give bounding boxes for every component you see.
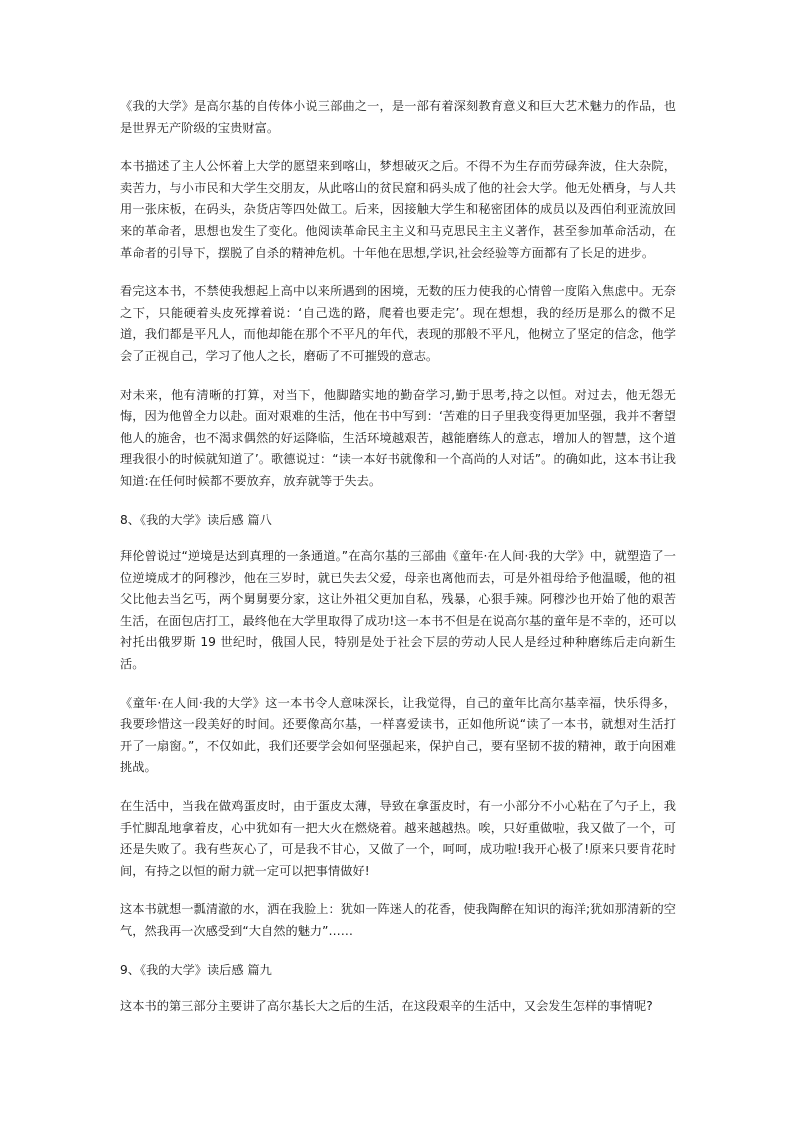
document-page (120, 96, 676, 1035)
paragraph-8-4: 这本书就想一瓢清澈的水，洒在我脸上：犹如一阵迷人的花香，使我陶醉在知识的海洋;犹如那清新的空气，然我再一次感受到“大自然的魅力”…… (120, 902, 676, 938)
paragraph-9-1: 这本书的第三部分主要讲了高尔基长大之后的生活，在这段艰辛的生活中，又会发生怎样的事情呢? (120, 999, 653, 1014)
section-heading-9: 9、《我的大学》读后感 篇九 (120, 962, 272, 977)
paragraph-8-3: 在生活中，当我在做鸡蛋皮时，由于蛋皮太薄，导致在拿蛋皮时，有一小部分不小心粘在了勺子上，我手忙脚乱地拿着皮，心中犹如有一把大火在燃烧着。越来越越热。唉，只好重做啦，我又做了一个，可还是失败了。我有些灰心了，可是我不甘心，又做了一个，呵呵，成功啦!我开心极了!原来只要肯花时间，有持之以恒的耐力就一定可以把事情做好! (120, 799, 676, 878)
paragraph-intro: 《我的大学》是高尔基的自传体小说三部曲之一，是一部有着深刻教育意义和巨大艺术魅力的作品，也是世界无产阶级的宝贵财富。 (120, 99, 676, 135)
paragraph-8-2: 《童年·在人间·我的大学》这一本书令人意味深长，让我觉得，自己的童年比高尔基幸福，快乐得多，我要珍惜这一段美好的时间。还要像高尔基，一样喜爱读书，正如他所说“读了一本书，就想对生活打开了一扇窗。”，不仅如此，我们还要学会如何坚强起来，保护自己，要有坚韧不拔的精神，敢于向困难挑战。 (120, 695, 676, 775)
paragraph-future: 对未来，他有清晰的打算，对当下，他脚踏实地的勤奋学习,勤于思考,持之以恒。对过去，他无怨无悔，因为他曾全力以赴。面对艰难的生活，他在书中写到：‘苦难的日子里我变得更加坚强，我并不奢望他人的施舍，也不渴求偶然的好运降临，生活环境越艰苦，越能磨练人的意志，增加人的智慧，这个道理我很小的时候就知道了’。歌德说过：“读一本好书就像和一个高尚的人对话”。的确如此，这本书让我知道:在任何时候都不要放弃，放弃就等于失去。 (120, 387, 676, 488)
paragraph-8-1: 拜伦曾说过“逆境是达到真理的一条通道。”在高尔基的三部曲《童年·在人间·我的大学》中，就塑造了一位逆境成才的阿穆沙，他在三岁时，就已失去父爱，母亲也离他而去，可是外祖母给予他温暖，他的祖父比他去当乞丐，两个舅舅要分家，这让外祖父更加自私，残暴，心狠手辣。阿穆沙也开始了他的艰苦生活，在面包店打工，最终他在大学里取得了成功!这一本书不但是在说高尔基的童年是不幸的，还可以衬托出俄罗斯 19 世纪时，俄国人民，特别是处于社会下层的劳动人民人是经过种种磨练后走向新生活。 (120, 549, 676, 672)
section-heading-8: 8、《我的大学》读后感 篇八 (120, 512, 272, 527)
paragraph-reflection: 看完这本书，不禁使我想起上高中以来所遇到的困境，无数的压力使我的心情曾一度陷入焦虑中。无奈之下，只能硬着头皮死撑着说：‘自己选的路，爬着也要走完’。现在想想，我的经历是那么的微不足道，我们都是平凡人，而他却能在那个不平凡的年代，表现的那般不平凡，他树立了坚定的信念，他学会了正视自己，学习了他人之长，磨砺了不可摧毁的意志。 (120, 284, 676, 363)
paragraph-summary: 本书描述了主人公怀着上大学的愿望来到喀山，梦想破灭之后。不得不为生存而劳碌奔波，住大杂院，卖苦力，与小市民和大学生交朋友，从此喀山的贫民窟和码头成了他的社会大学。他无处栖身，与人共用一张床板，在码头，杂货店等四处做工。后来，因接触大学生和秘密团体的成员以及西伯利亚流放回来的革命者，思想也发生了变化。他阅读革命民主主义和马克思民主主义著作，甚至参加革命活动，在革命者的引导下，摆脱了自杀的精神危机。十年他在思想,学识,社会经验等方面都有了长足的进步。 (120, 159, 676, 260)
